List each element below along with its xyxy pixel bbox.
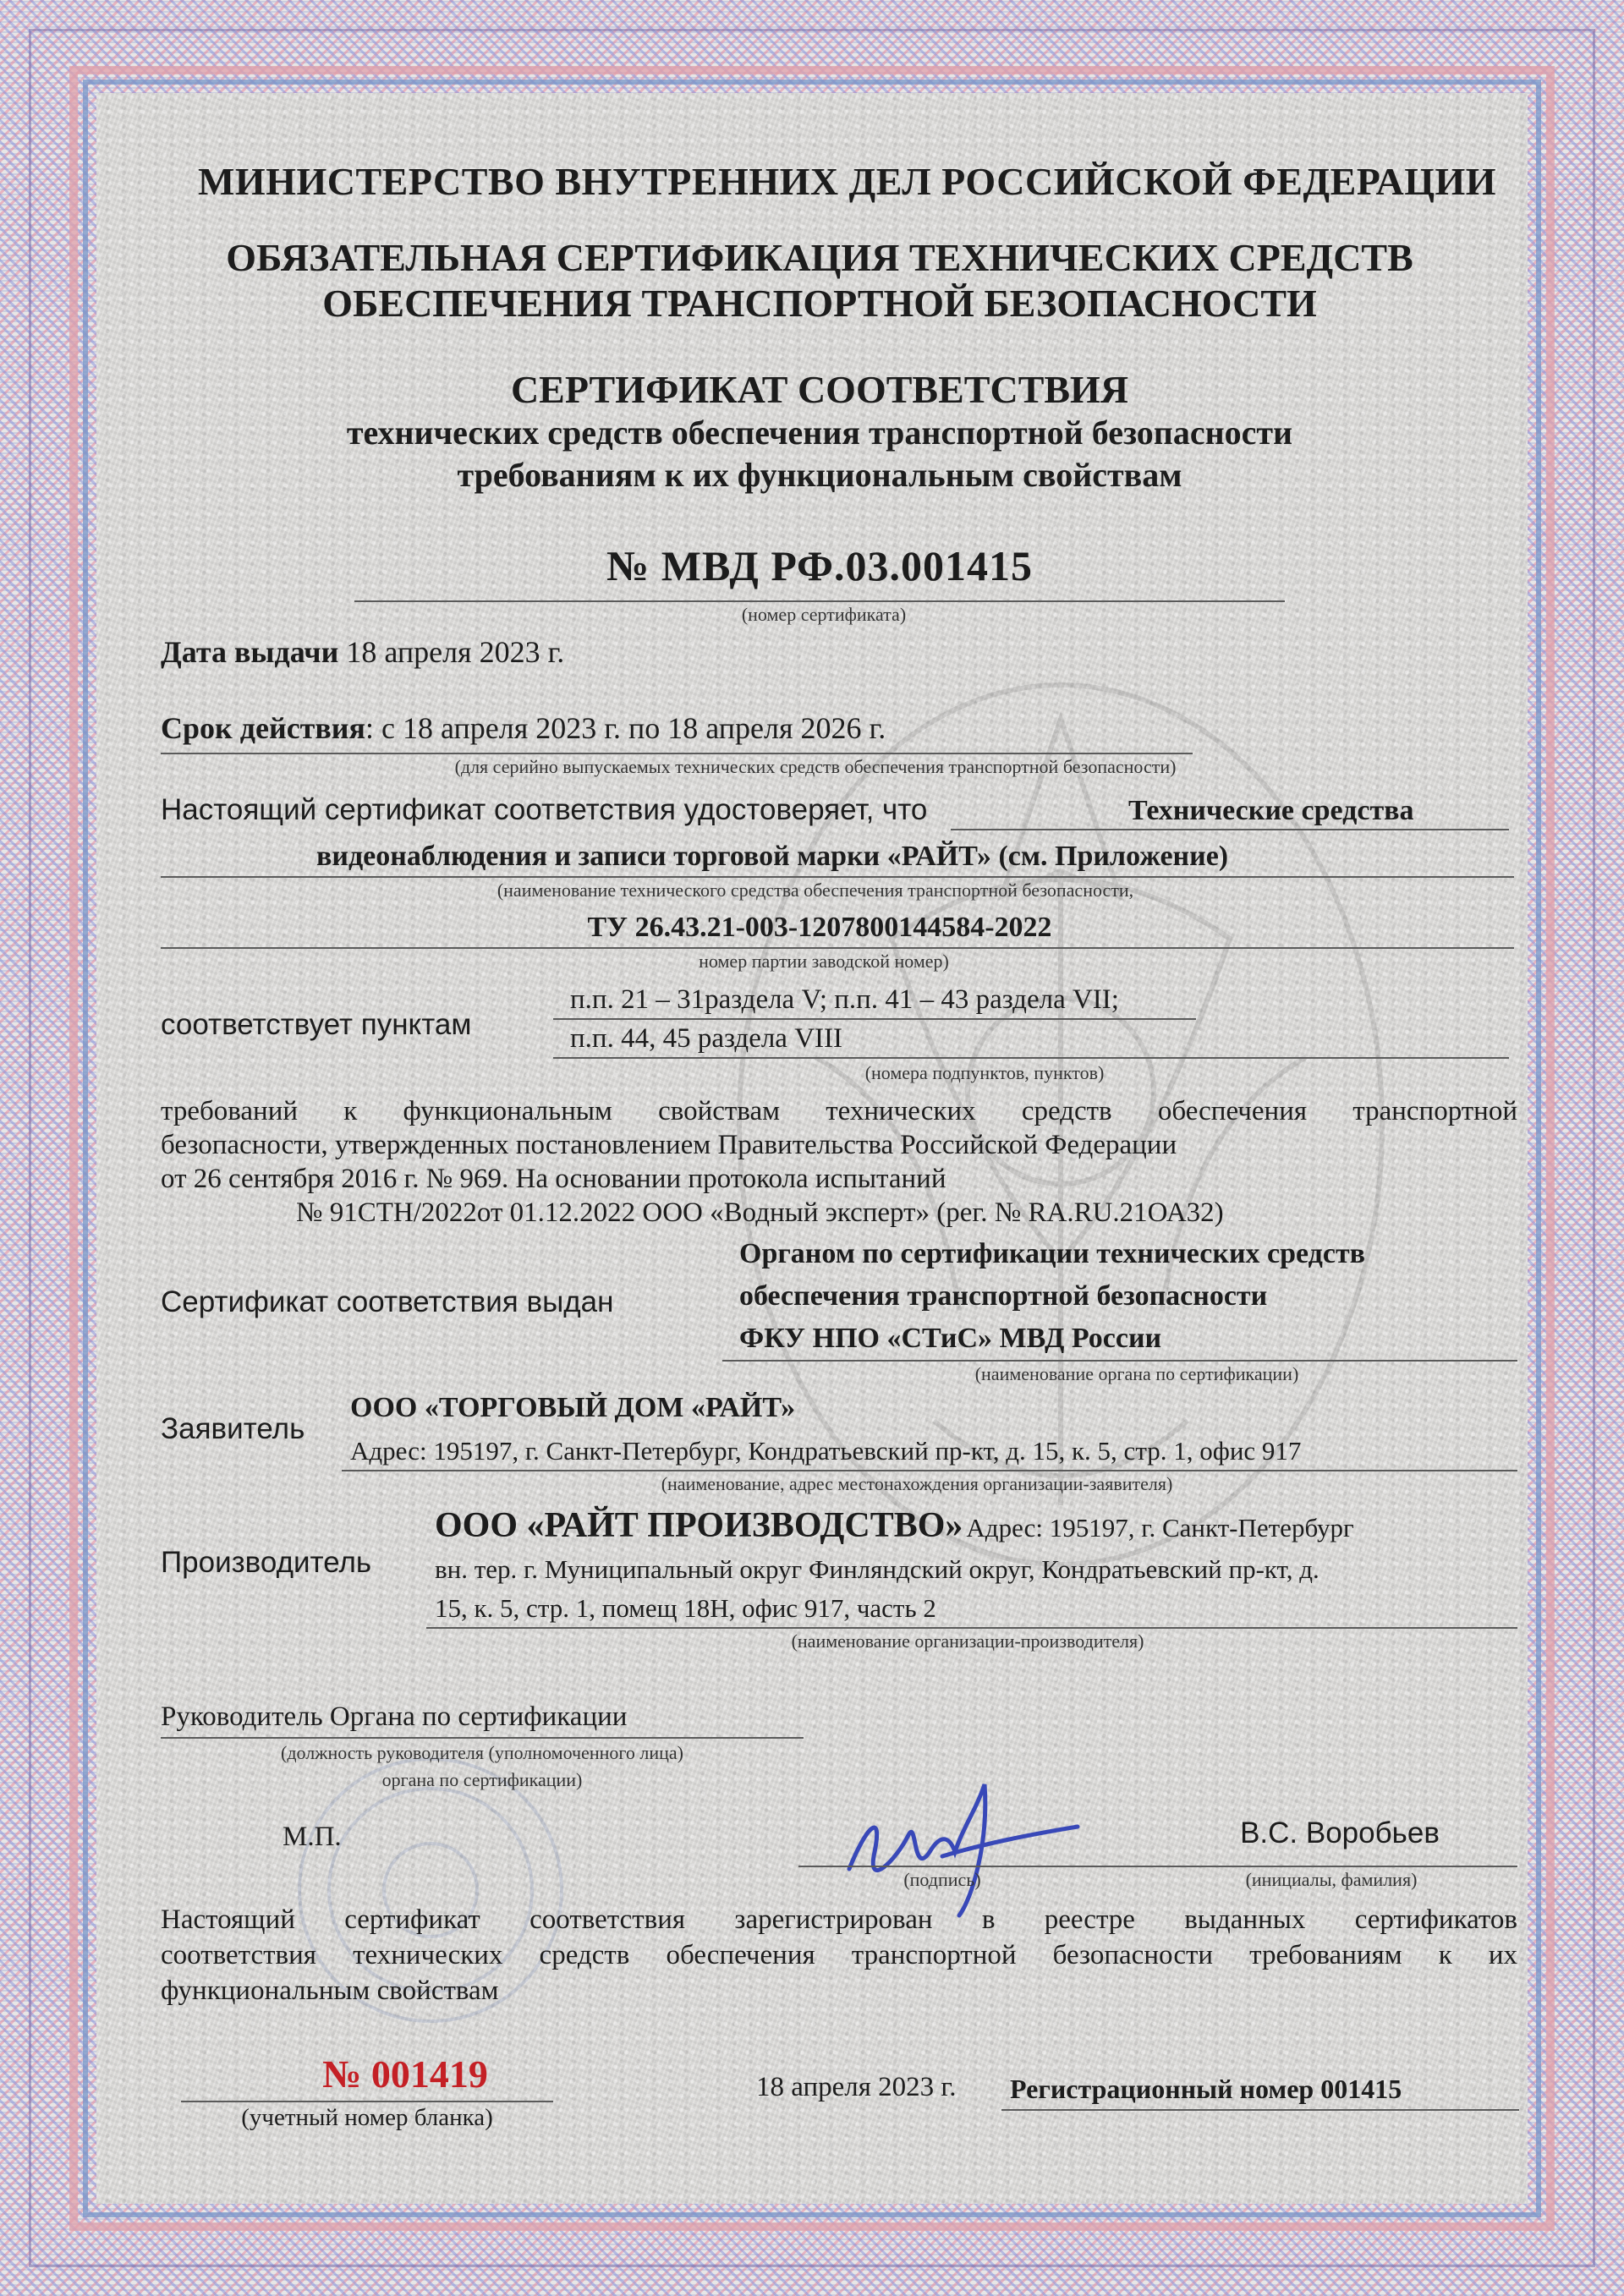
manufacturer-label: Производитель — [161, 1546, 372, 1579]
signatory-name: В.С. Воробьев — [1240, 1817, 1440, 1849]
compliance-points-line1-underline — [553, 1018, 1196, 1020]
applicant-underline — [342, 1470, 1517, 1471]
signature-icon — [815, 1751, 1120, 1920]
registry-line1: Настоящий сертификат соответствия зарегистрирован в реестре выданных сертификатов — [161, 1904, 1517, 1935]
compliance-points-line2: п.п. 44, 45 раздела VIII — [570, 1023, 843, 1054]
issuer-caption: (наименование органа по сертификации) — [974, 1363, 1299, 1384]
signatory-name-underline — [1044, 1866, 1517, 1867]
requirements-line1: требований к функциональным свойствам технических средств обеспечения транспортной — [161, 1096, 1517, 1126]
signatory-position: Руководитель Органа по сертификации — [161, 1701, 628, 1732]
program-heading-line1: ОБЯЗАТЕЛЬНАЯ СЕРТИФИКАЦИЯ ТЕХНИЧЕСКИХ СРЕДСТВ — [226, 236, 1413, 279]
compliance-points-line2-underline — [553, 1057, 1509, 1059]
product-tu-caption: номер партии заводской номер) — [699, 951, 949, 972]
registration-date: 18 апреля 2023 г. — [756, 2072, 957, 2102]
validity-caption: (для серийно выпускаемых технических средств обеспечения транспортной безопасности) — [454, 756, 1177, 777]
product-name-caption: (наименование технического средства обеспечения транспортной безопасности, — [497, 879, 1134, 901]
validity-label: Срок действия — [161, 711, 366, 745]
signature-underline — [798, 1866, 1086, 1867]
requirements-line2: безопасности, утвержденных постановлением Правительства Российской Федерации — [161, 1130, 1177, 1160]
stamp-place-label: М.П. — [283, 1822, 342, 1852]
issuer-label: Сертификат соответствия выдан — [161, 1285, 614, 1318]
issuer-line1: Органом по сертификации технических средств — [739, 1238, 1366, 1269]
product-name-line1-underline — [951, 829, 1509, 830]
issue-date-label: Дата выдачи — [161, 635, 339, 669]
document-subtitle-line2: требованиям к их функциональным свойствам — [457, 456, 1182, 494]
issue-date-value: 18 апреля 2023 г. — [346, 635, 565, 669]
validity-row — [161, 710, 886, 746]
document-subtitle-line1: технических средств обеспечения транспортной безопасности — [346, 414, 1293, 452]
form-number-caption: (учетный номер бланка) — [241, 2104, 493, 2131]
product-tu-underline — [161, 947, 1514, 949]
applicant-label: Заявитель — [161, 1412, 305, 1445]
issue-date-row — [161, 634, 564, 670]
manufacturer-address-line3: 15, к. 5, стр. 1, помещ 18Н, офис 917, часть 2 — [435, 1593, 936, 1623]
requirements-line3: от 26 сентября 2016 г. № 969. На основании протокола испытаний — [161, 1164, 946, 1194]
product-tu: ТУ 26.43.21-003-1207800144584-2022 — [587, 912, 1052, 943]
applicant-name: ООО «ТОРГОВЫЙ ДОМ «РАЙТ» — [350, 1392, 796, 1423]
manufacturer-name: ООО «РАЙТ ПРОИЗВОДСТВО» — [435, 1506, 963, 1545]
issuer-line3: ФКУ НПО «СТиС» МВД России — [739, 1323, 1162, 1354]
document-title: СЕРТИФИКАТ СООТВЕТСТВИЯ — [510, 368, 1129, 411]
signatory-position-caption-line2: органа по сертификации) — [381, 1769, 583, 1790]
certificate-paper — [96, 93, 1528, 2204]
registration-number: Регистрационный номер 001415 — [1010, 2074, 1402, 2104]
compliance-points-line1: п.п. 21 – 31раздела V; п.п. 41 – 43 раздела VII; — [570, 984, 1119, 1015]
manufacturer-caption: (наименование организации-производителя) — [791, 1630, 1144, 1652]
program-heading-line2: ОБЕСПЕЧЕНИЯ ТРАНСПОРТНОЙ БЕЗОПАСНОСТИ — [322, 282, 1317, 325]
issuer-underline — [722, 1360, 1517, 1362]
certificate-number: № МВД РФ.03.001415 — [606, 542, 1033, 589]
applicant-address: Адрес: 195197, г. Санкт-Петербург, Кондратьевский пр-кт, д. 15, к. 5, стр. 1, офис 917 — [350, 1436, 1302, 1466]
form-number: № 001419 — [322, 2052, 488, 2096]
signature-caption: (подпись) — [903, 1869, 981, 1890]
registry-line2: соответствия технических средств обеспечения транспортной безопасности требованиям к их — [161, 1940, 1517, 1970]
manufacturer-underline — [426, 1627, 1517, 1629]
compliance-points-caption: (номера подпунктов, пунктов) — [864, 1062, 1105, 1083]
certificate-number-caption: (номер сертификата) — [741, 604, 907, 625]
manufacturer-address-line1: Адрес: 195197, г. Санкт-Петербург — [966, 1513, 1354, 1543]
certificate-number-underline — [354, 600, 1285, 602]
registry-line3: функциональным свойствам — [161, 1975, 499, 2006]
signatory-position-caption-line1: (должность руководителя (уполномоченного лица) — [281, 1742, 683, 1763]
applicant-caption: (наименование, адрес местонахождения организации-заявителя) — [661, 1473, 1173, 1494]
product-name-line2-underline — [161, 876, 1514, 878]
manufacturer-line1 — [435, 1505, 1354, 1546]
registration-number-underline — [1001, 2109, 1519, 2111]
signatory-name-caption: (инициалы, фамилия) — [1245, 1869, 1418, 1890]
requirements-line4: № 91СТН/2022от 01.12.2022 ООО «Водный эксперт» (рег. № RA.RU.21ОА32) — [296, 1197, 1224, 1228]
product-name-line1: Технические средства — [1128, 795, 1414, 826]
product-name-line2: видеонаблюдения и записи торговой марки «РАЙТ» (см. Приложение) — [316, 841, 1229, 872]
compliance-label: соответствует пунктам — [161, 1008, 472, 1041]
signatory-position-underline — [161, 1737, 804, 1739]
manufacturer-address-line2: вн. тер. г. Муниципальный округ Финляндский округ, Кондратьевский пр-кт, д. — [435, 1554, 1320, 1584]
form-number-underline — [181, 2101, 553, 2102]
ministry-heading: МИНИСТЕРСТВО ВНУТРЕННИХ ДЕЛ РОССИЙСКОЙ ФЕДЕРАЦИИ — [198, 160, 1497, 203]
validity-value: : с 18 апреля 2023 г. по 18 апреля 2026 г. — [365, 711, 886, 745]
product-intro: Настоящий сертификат соответствия удостоверяет, что — [161, 793, 928, 826]
validity-underline — [161, 753, 1193, 754]
issuer-line2: обеспечения транспортной безопасности — [739, 1280, 1268, 1312]
